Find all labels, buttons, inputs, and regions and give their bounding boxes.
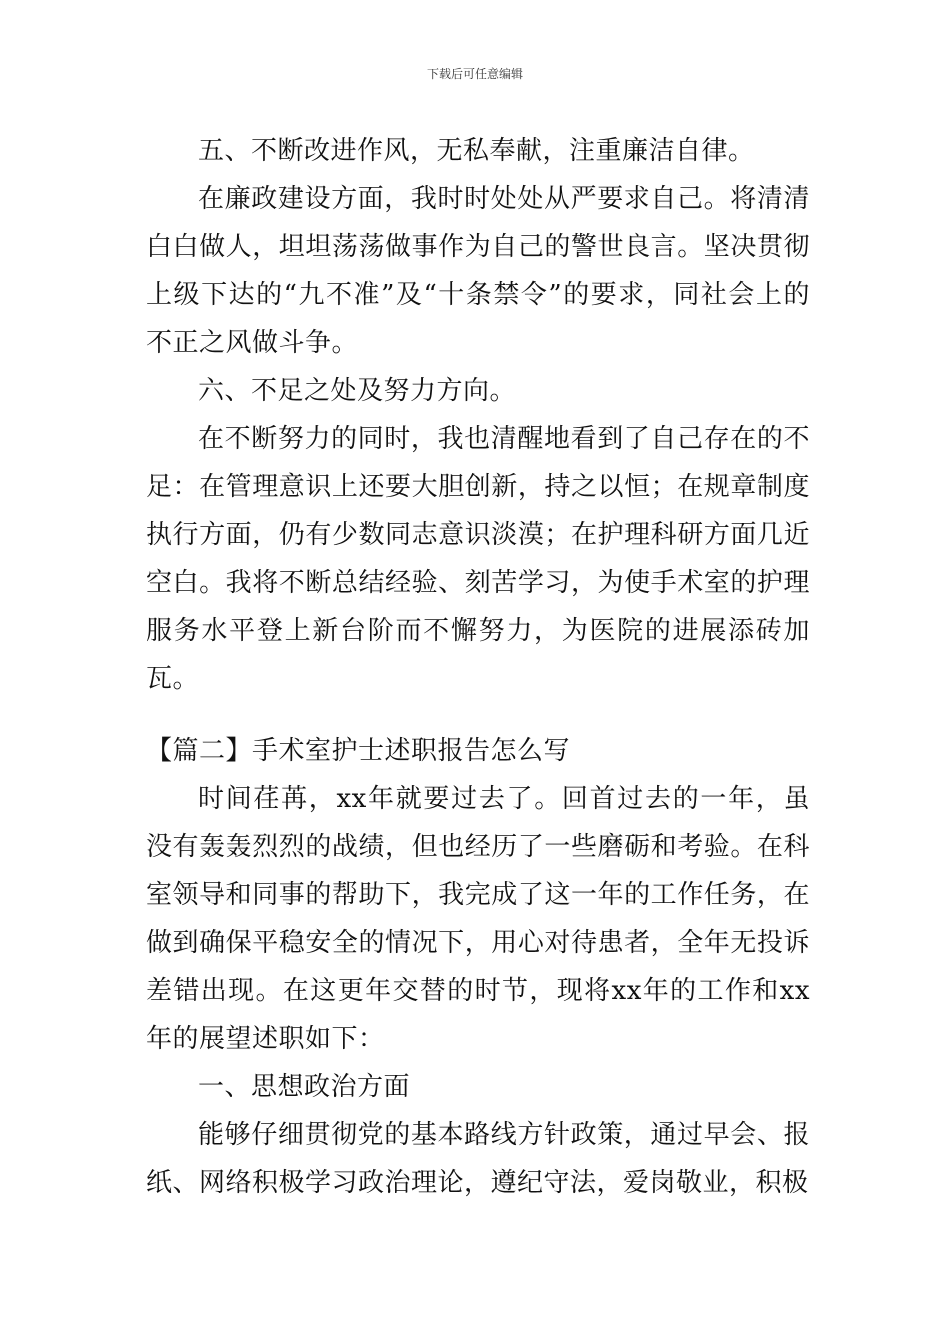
section-heading-1: 一、思想政治方面 xyxy=(198,1072,411,1102)
paragraph-integrity: 在廉政建设方面，我时时处处从严要求自己。将清清白白做人，坦坦荡荡做事作为自己的警世良言。坚决贯彻上级下达的“九不准”及“十条禁令”的要求，同社会上的不正之风做斗争。 xyxy=(146,184,810,358)
article-title-part-two: 【篇二】手术室护士述职报告怎么写 xyxy=(146,736,571,766)
document-body xyxy=(146,127,810,1207)
paragraph-shortcomings: 在不断努力的同时，我也清醒地看到了自己存在的不足：在管理意识上还要大胆创新，持之以恒；在规章制度执行方面，仍有少数同志意识淡漠；在护理科研方面几近空白。我将不断总结经验、刻苦学习，为使手术室的护理服务水平登上新台阶而不懈努力，为医院的进展添砖加瓦。 xyxy=(146,424,810,694)
section-heading-5: 五、不断改进作风，无私奉献，注重廉洁自律。 xyxy=(198,136,755,166)
page-header: 下载后可任意编辑 xyxy=(426,67,523,81)
section-heading-6: 六、不足之处及努力方向。 xyxy=(198,376,517,406)
paragraph-intro: 时间荏苒，xx年就要过去了。回首过去的一年，虽没有轰轰烈烈的战绩，但也经历了一些磨砺和考验。在科室领导和同事的帮助下，我完成了这一年的工作任务，在做到确保平稳安全的情况下，用心对待患者，全年无投诉差错出现。在这更年交替的时节，现将xx年的工作和xx年的展望述职如下： xyxy=(146,784,810,1054)
paragraph-political: 能够仔细贯彻党的基本路线方针政策，通过早会、报纸、网络积极学习政治理论，遵纪守法，爱岗敬业，积极 xyxy=(146,1120,810,1198)
